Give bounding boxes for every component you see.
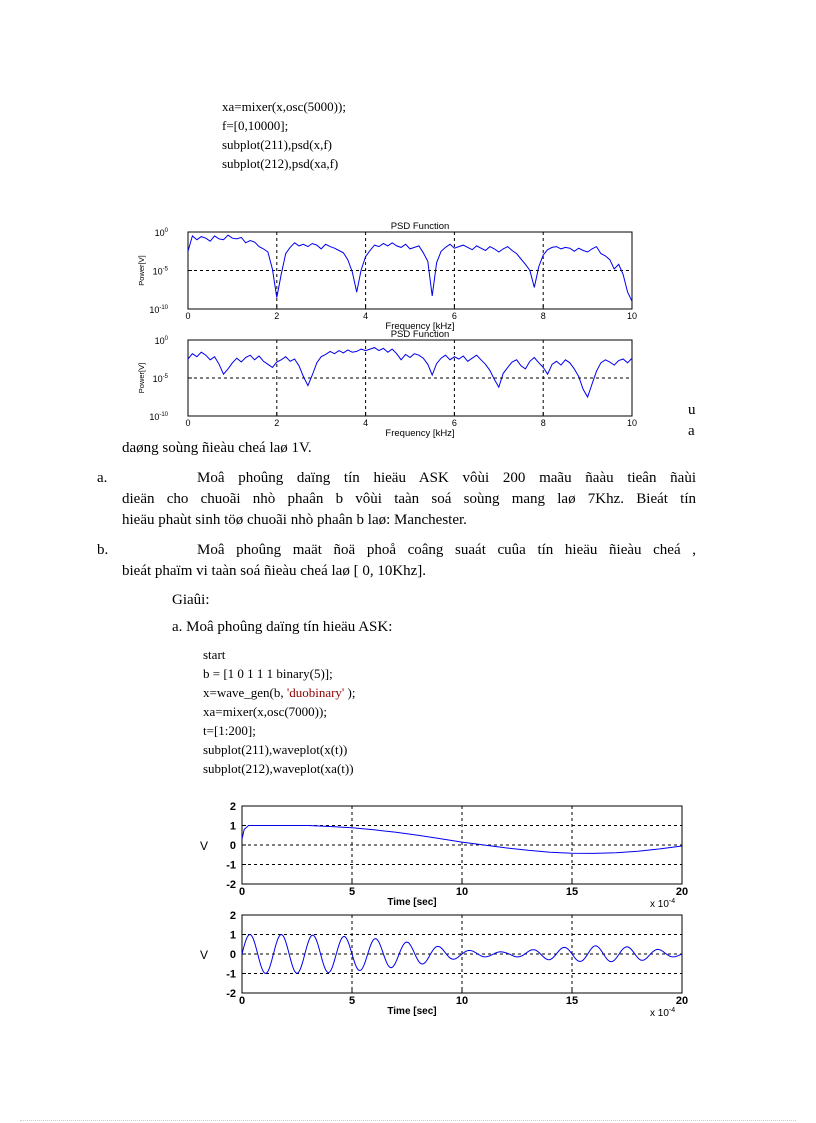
y-tick-label: -2 — [226, 879, 236, 891]
code-text: x=wave_gen(b, — [203, 685, 287, 700]
side-letter: a — [688, 423, 695, 439]
x-tick-label: 2 — [274, 311, 280, 321]
code-line: xa=mixer(x,osc(7000)); — [203, 704, 327, 719]
code-line: start — [203, 647, 226, 662]
x-tick-label: 6 — [451, 311, 457, 321]
item-b-marker: b. — [97, 542, 109, 558]
y-tick-label: 1 — [229, 820, 236, 833]
code-line: b = [1 0 1 1 1 binary(5)]; — [203, 666, 333, 681]
x-tick-label: 10 — [455, 995, 469, 1007]
x-tick-label: 20 — [675, 886, 689, 898]
solution-label: Giaûi: — [172, 592, 210, 608]
chart-title: PSD Function — [390, 221, 450, 232]
psd-figure — [130, 212, 650, 444]
y-axis-label: V — [199, 948, 209, 962]
item-b-line1: Moâ phoûng maät ñoä phoå coâng suaát cuûa tín hieäu ñieàu cheá , — [197, 542, 696, 558]
x-axis-label: Frequency [kHz] — [385, 428, 455, 439]
x-tick-label: 8 — [540, 418, 546, 428]
wave-figure — [190, 798, 710, 1024]
code-line: subplot(212),psd(xa,f) — [222, 156, 339, 171]
x-tick-label: 0 — [238, 886, 246, 898]
code-line: subplot(211),waveplot(x(t)) — [203, 742, 348, 757]
code-line — [203, 683, 355, 702]
code-block-psd — [222, 97, 346, 173]
solution-a-heading: a. Moâ phoûng daïng tín hieäu ASK: — [172, 619, 393, 635]
x-scale-label: x $10^{-4}$ — [650, 898, 676, 910]
x-tick-label: 0 — [185, 311, 191, 321]
y-axis-label: V — [199, 839, 209, 853]
psd-series-line — [188, 235, 632, 301]
y-tick-label: 2 — [229, 801, 236, 813]
y-tick-label: $10^0$ — [154, 336, 168, 346]
x-tick-label: 5 — [348, 886, 356, 898]
code-text: ); — [344, 685, 356, 700]
x-tick-label: 15 — [565, 995, 579, 1007]
code-line: t=[1:200]; — [203, 723, 256, 738]
x-tick-label: 6 — [451, 418, 457, 428]
y-tick-label: -1 — [226, 968, 236, 981]
x-tick-label: 4 — [363, 418, 369, 428]
y-tick-label: -2 — [226, 988, 236, 1000]
code-string: 'duobinary' — [286, 685, 345, 700]
x-axis-label: Time [sec] — [387, 1006, 437, 1017]
item-a-line2: dieän cho chuoãi nhò phaân b vôùi taàn soá soùng mang laø 7Khz. Bieát tín — [122, 491, 696, 507]
y-tick-label: $10^0$ — [154, 228, 168, 238]
item-a-marker: a. — [97, 470, 108, 486]
code-block-ask — [203, 645, 355, 778]
y-axis-label: Power[V] — [137, 255, 146, 286]
y-tick-label: $10^{-10}$ — [149, 305, 168, 315]
y-axis-label: Power[V] — [137, 362, 146, 394]
y-tick-label: $10^{-5}$ — [152, 374, 168, 384]
item-a-line1: Moâ phoûng daïng tín hieäu ASK vôùi 200 maãu ñaàu tieân ñaùi — [197, 470, 696, 486]
x-tick-label: 4 — [363, 311, 369, 321]
x-tick-label: 15 — [565, 886, 579, 898]
x-tick-label: 0 — [238, 995, 246, 1007]
x-tick-label: 8 — [540, 311, 546, 321]
item-b-line2: bieát phaïm vi taàn soá ñieàu cheá laø [ 0, 10Khz]. — [122, 563, 427, 579]
y-tick-label: 0 — [229, 949, 236, 961]
x-axis-label: Time [sec] — [387, 897, 437, 908]
y-tick-label: 1 — [229, 929, 236, 942]
code-line: subplot(211),psd(x,f) — [222, 137, 333, 152]
x-axis-label: Frequency [kHz] — [385, 321, 455, 332]
y-tick-label: $10^{-10}$ — [149, 412, 168, 422]
psd-series-line — [188, 348, 632, 397]
x-tick-label: 20 — [675, 995, 689, 1007]
x-scale-label: x $10^{-4}$ — [650, 1007, 676, 1019]
y-tick-label: -1 — [226, 859, 236, 872]
x-tick-label: 2 — [274, 418, 280, 428]
y-tick-label: 0 — [229, 840, 236, 852]
x-tick-label: 5 — [348, 995, 356, 1007]
y-tick-label: 2 — [229, 910, 236, 922]
code-line: xa=mixer(x,osc(5000)); — [222, 99, 346, 114]
x-tick-label: 10 — [626, 418, 638, 428]
item-a-line3: hieäu phaùt sinh töø chuoãi nhò phaân b laø: Manchester. — [122, 512, 467, 528]
code-line: subplot(212),waveplot(xa(t)) — [203, 761, 354, 776]
side-letter: u — [688, 402, 696, 418]
x-tick-label: 10 — [626, 311, 638, 321]
y-tick-label: $10^{-5}$ — [152, 266, 168, 277]
page-footer-divider — [20, 1120, 796, 1121]
x-tick-label: 0 — [185, 418, 191, 428]
chart-title: PSD Function — [390, 329, 450, 340]
x-tick-label: 10 — [455, 886, 469, 898]
amplitude-line: daøng soùng ñieàu cheá laø 1V. — [122, 440, 312, 456]
code-line: f=[0,10000]; — [222, 118, 289, 133]
